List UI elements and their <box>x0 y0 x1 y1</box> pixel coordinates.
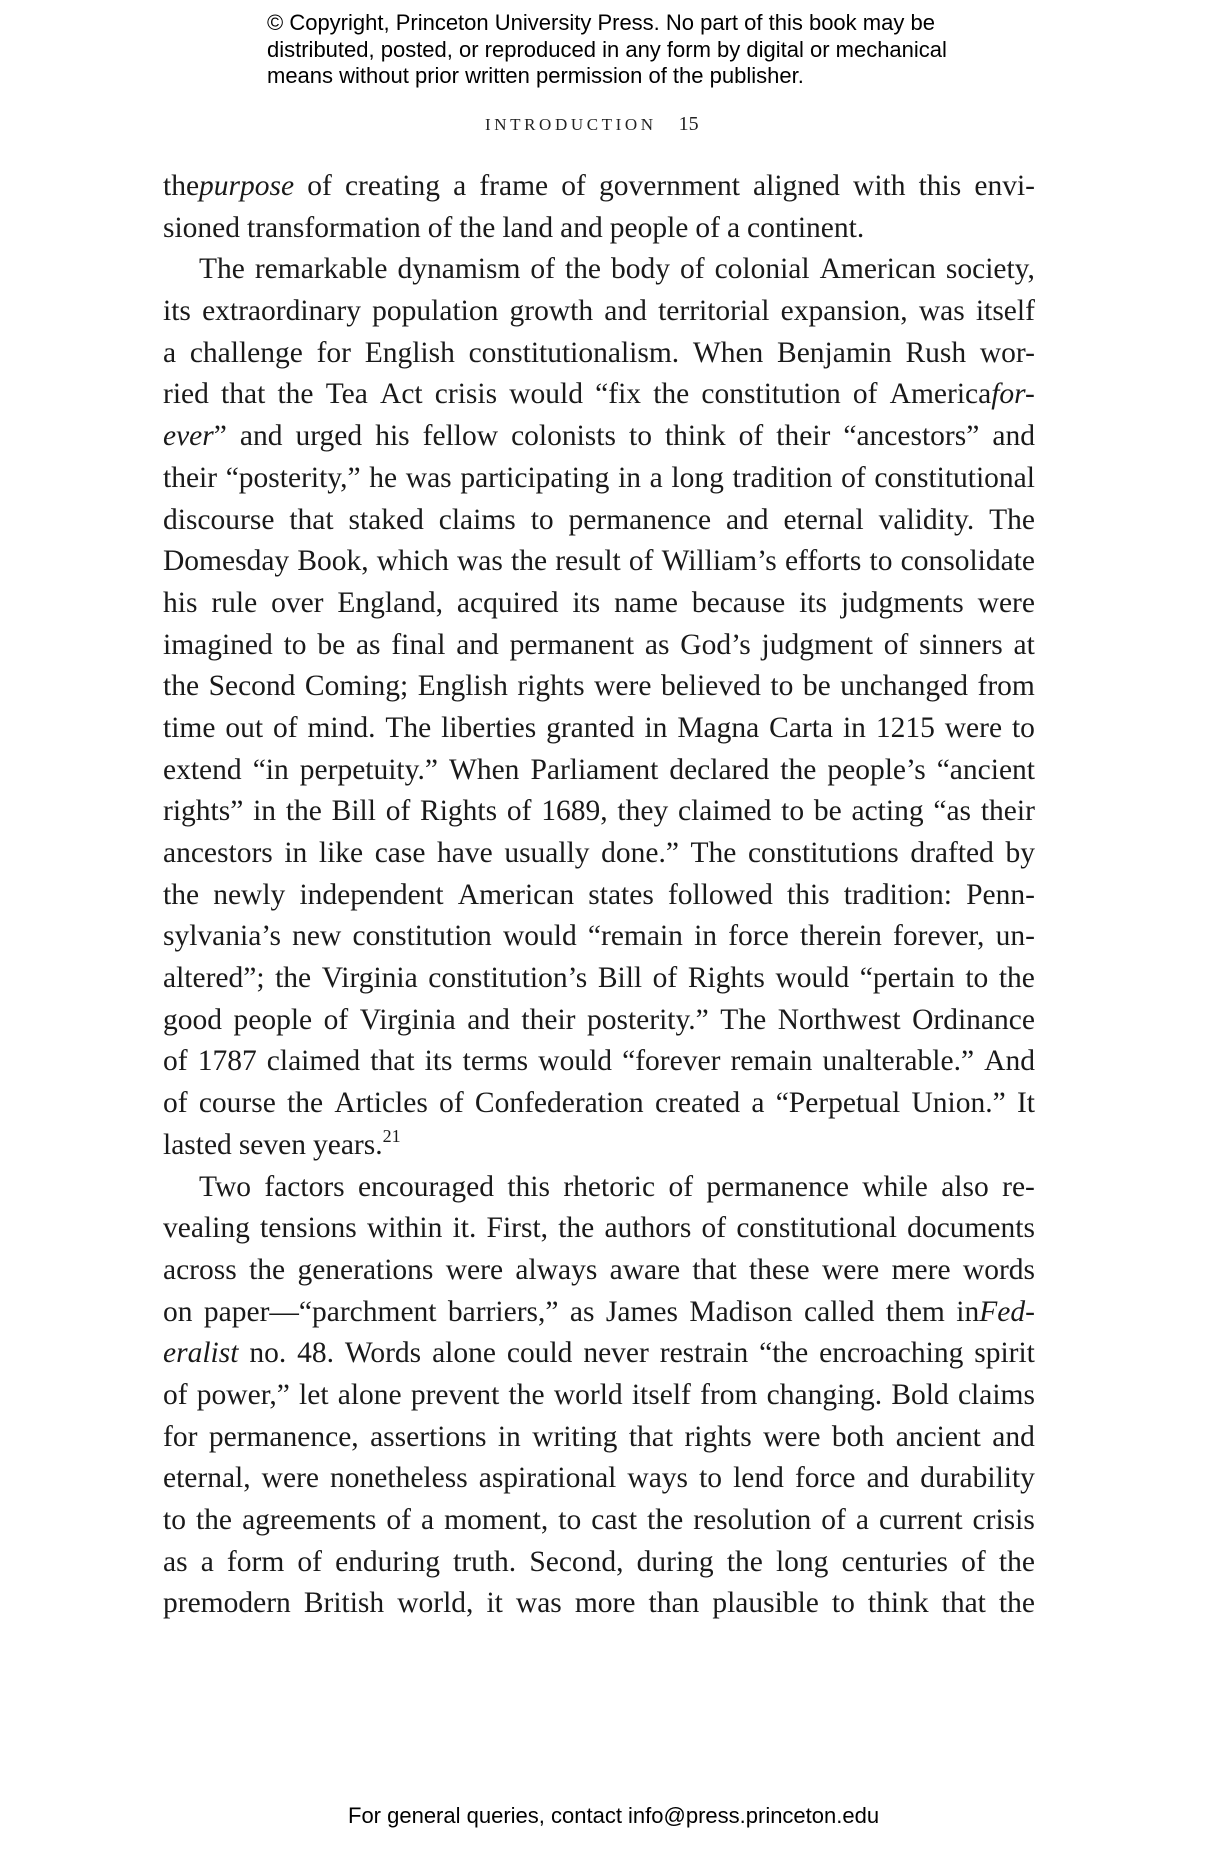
text-line: the newly independent American states followed this tradition: Penn- <box>163 878 1035 911</box>
text-line: ried that the Tea Act crisis would “fix the constitution of Americafor- <box>163 378 1035 411</box>
text-line: extend “in perpetuity.” When Parliament declared the people’s “ancient <box>163 753 1035 786</box>
footnote-marker[interactable]: 21 <box>382 1125 401 1146</box>
text-line: their “posterity,” he was participating in a long tradition of constitutional <box>163 461 1035 494</box>
text-line: rights” in the Bill of Rights of 1689, they claimed to be acting “as their <box>163 795 1035 828</box>
text-line: vealing tensions within it. First, the authors of constitutional documents <box>163 1212 1035 1245</box>
text-line: his rule over England, acquired its name because its judgments were <box>163 586 1035 619</box>
copyright-line: means without prior written permission of the publisher. <box>267 63 804 88</box>
text-line: imagined to be as final and permanent as God’s judgment of sinners at <box>163 628 1035 661</box>
running-head-title: INTRODUCTION <box>485 115 657 134</box>
text-line: on paper—“parchment barriers,” as James Madison called them inFed- <box>163 1295 1035 1328</box>
text-line: time out of mind. The liberties granted in Magna Carta in 1215 were to <box>163 711 1035 744</box>
text-line: to the agreements of a moment, to cast the resolution of a current crisis <box>163 1504 1035 1536</box>
text-line: of course the Articles of Confederation created a “Perpetual Union.” It <box>163 1087 1035 1120</box>
text-line: the Second Coming; English rights were believed to be unchanged from <box>163 670 1035 703</box>
text-line: for permanence, assertions in writing that rights were both ancient and <box>163 1420 1035 1453</box>
text-line: discourse that staked claims to permanence and eternal validity. The <box>163 503 1035 536</box>
text-line: of power,” let alone prevent the world itself from changing. Bold claims <box>163 1378 1035 1411</box>
text-line: lasted seven years.$^{21}$ <box>163 1125 401 1161</box>
body-text <box>163 166 1035 1625</box>
text-line: ancestors in like case have usually done.” The constitutions drafted by <box>163 837 1035 869</box>
page-number: 15 <box>678 113 699 135</box>
copyright-notice <box>267 10 1027 90</box>
text-line: of 1787 claimed that its terms would “forever remain unalterable.” And <box>163 1045 1035 1078</box>
text-line: altered”; the Virginia constitution’s Bill of Rights would “pertain to the <box>163 962 1035 995</box>
running-head <box>485 113 699 136</box>
text-line: its extraordinary population growth and territorial expansion, was itself <box>163 295 1035 328</box>
text-line: ever” and urged his fellow colonists to think of their “ancestors” and <box>163 420 1035 453</box>
text-line: eralist no. 48. Words alone could never restrain “the encroaching spirit <box>163 1337 1035 1370</box>
copyright-line: distributed, posted, or reproduced in any form by digital or mechanical <box>267 36 947 62</box>
copyright-line: © Copyright, Princeton University Press. No part of this book may be <box>267 10 935 35</box>
text-line: sioned transformation of the land and people of a continent. <box>163 211 865 244</box>
text-line: across the generations were always aware that these were mere words <box>163 1253 1035 1286</box>
text-line: eternal, were nonetheless aspirational ways to lend force and durability <box>163 1462 1035 1495</box>
text-line: a challenge for English constitutionalism. When Benjamin Rush wor- <box>163 336 1035 369</box>
footer-contact: For general queries, contact info@press.princeton.edu <box>348 1803 880 1828</box>
text-line: The remarkable dynamism of the body of colonial American society, <box>199 253 1035 286</box>
text-line: thepurpose of creating a frame of government aligned with this envi- <box>163 170 1035 202</box>
text-line: good people of Virginia and their posterity.” The Northwest Ordinance <box>163 1003 1035 1036</box>
text-line: as a form of enduring truth. Second, during the long centuries of the <box>163 1545 1035 1578</box>
text-line: Domesday Book, which was the result of William’s efforts to consolidate <box>163 545 1035 578</box>
text-line: premodern British world, it was more than plausible to think that the <box>163 1587 1035 1620</box>
text-line: sylvania’s new constitution would “remain in force therein forever, un- <box>163 920 1035 953</box>
text-line: Two factors encouraged this rhetoric of permanence while also re- <box>199 1170 1035 1203</box>
